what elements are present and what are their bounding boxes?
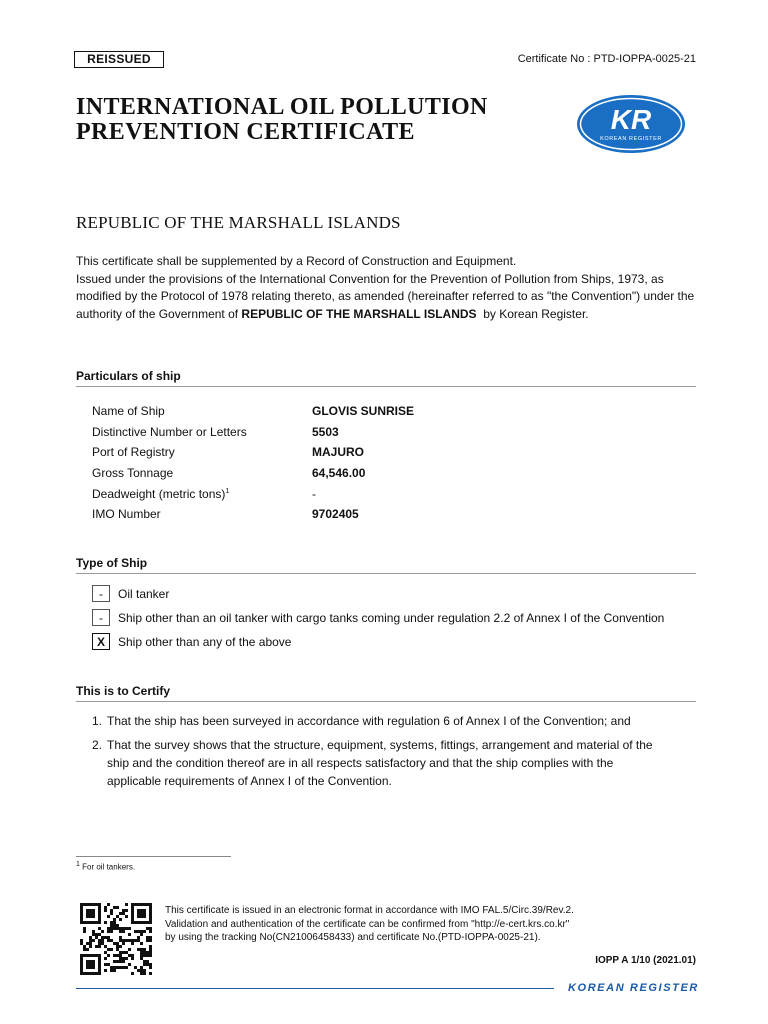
ship-type-option [92,609,664,626]
ship-type-checkbox: - [92,609,110,626]
certify-heading: This is to Certify [76,684,171,698]
particulars-label: IMO Number [92,507,161,522]
certify-number: 2. [92,738,103,752]
certify-text: That the ship has been surveyed in accordance with regulation 6 of Annex I of the Convention; and [107,714,631,728]
ship-type-checkbox: - [92,585,110,602]
certify-item [92,736,692,790]
port-of-registry: MAJURO [312,445,365,460]
ship-type-option [92,633,291,650]
particulars-table [92,401,414,525]
footer-text [165,904,574,945]
footnote-divider [76,856,231,857]
logo-text: KOREAN REGISTER [600,136,662,142]
reissued-stamp: REISSUED [74,51,164,68]
intro-post: by Korean Register. [476,306,589,321]
certify-item [92,712,692,730]
footer-rule [76,988,554,989]
particulars-row [92,483,414,504]
certificate-number: Certificate No : PTD-IOPPA-0025-21 [517,53,696,65]
ship-type-label: Ship other than an oil tanker with cargo tanks coming under regulation 2.2 of Annex I of the Convention [118,610,665,625]
ship-name: GLOVIS SUNRISE [312,404,415,419]
particulars-row [92,463,414,484]
intro-line-1: This certificate shall be supplemented by a Record of Construction and Equipment. [76,254,517,268]
certify-text: That the survey shows that the structure, equipment, systems, fittings, arrangement and material of the ship and the condition thereof are in all respects satisfactory and that the ship complies with the applicable requirements of Annex I of the Convention. [107,738,653,788]
footnote-text: For oil tankers. [79,862,136,872]
certify-divider [76,701,696,702]
logo-mark: KR [610,104,652,135]
ship-type-label: Oil tanker [118,586,170,601]
footer-line-3: by using the tracking No(CN21006458433) and certificate No.(PTD-IOPPA-0025-21). [165,932,541,943]
intro-text [76,253,696,323]
particulars-row [92,442,414,463]
particulars-heading: Particulars of ship [76,369,181,383]
footer-line-1: This certificate is issued in an electronic format in accordance with IMO FAL.5/Circ.39/Rev.2. [165,905,574,916]
particulars-label [92,487,312,501]
footer-line-2: Validation and authentication of the certificate can be confirmed from "http://e-cert.krs.co.kr" [165,918,570,930]
certify-list [92,712,692,796]
qr-code [80,903,152,975]
intro-flag-bold: REPUBLIC OF THE MARSHALL ISLANDS [241,306,477,321]
intro-pre: Issued under the provisions of the International Convention for the Prevention of Pollution from Ships, 1973, as modified by the Protocol of 1978 relating thereto, as amended (hereinafter referred to as "the Convention") under the authority of the Government of [76,271,695,321]
type-of-ship-heading: Type of Ship [76,556,148,570]
ship-type-label: Ship other than any of the above [118,634,292,649]
gross-tonnage: 64,546.00 [312,466,366,481]
particulars-label: Port of Registry [92,445,175,460]
ship-type-option [92,585,169,602]
intro-line-2 [76,271,696,324]
particulars-label: Gross Tonnage [92,466,174,481]
title-line-2: PREVENTION CERTIFICATE [76,119,415,145]
particulars-label: Name of Ship [92,404,165,419]
imo-number: 9702405 [312,507,359,522]
deadweight-label: Deadweight (metric tons) [92,486,226,501]
deadweight: - [312,486,316,501]
footnote-marker: 1 [76,861,80,868]
particulars-row [92,504,414,525]
footnote-ref: 1 [225,487,230,495]
particulars-label: Distinctive Number or Letters [92,424,247,439]
particulars-row [92,401,414,422]
page-title [76,95,488,145]
korean-register-logo [576,94,686,154]
form-code: IOPP A 1/10 (2021.01) [595,955,696,966]
distinctive-number: 5503 [312,424,339,439]
particulars-divider [76,386,696,387]
certify-number: 1. [92,714,103,728]
particulars-row [92,422,414,443]
title-line-1: INTERNATIONAL OIL POLLUTION [76,94,488,120]
flag-state: REPUBLIC OF THE MARSHALL ISLANDS [76,213,401,232]
type-divider [76,573,696,574]
ship-type-checkbox: X [92,633,110,650]
footnote [76,861,135,872]
footer-brand: KOREAN REGISTER [568,982,699,994]
